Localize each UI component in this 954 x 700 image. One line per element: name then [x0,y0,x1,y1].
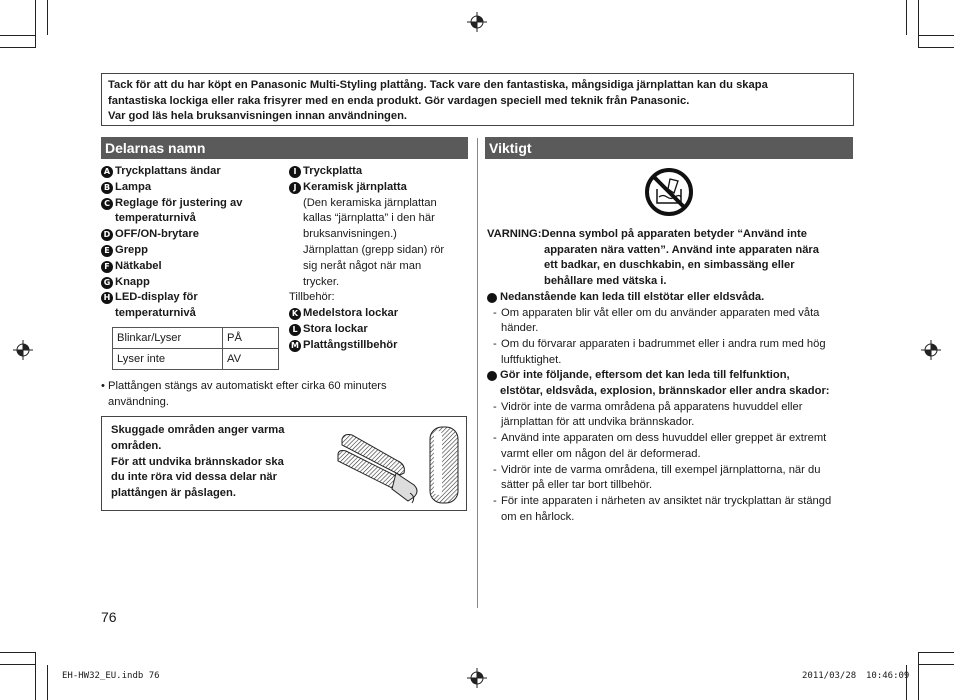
crop-mark [918,0,919,48]
part-label: Tryckplatta [303,165,363,177]
crop-mark [918,652,954,653]
parts-list-b [289,164,469,354]
styler-hot-areas-illustration [334,421,464,506]
warning-line: plattången är påslagen. [111,487,236,500]
part-label: LED-display för [115,291,198,304]
crop-mark [918,652,919,700]
warning-line: du inte röra vid dessa delar när [111,471,278,484]
part-badge: B [101,182,113,194]
no-water-warning-icon [644,167,694,217]
section-header-important: Viktigt [485,137,853,159]
list-item-text: Vidrör inte de varma områdena på apparatens huvuddel eller [501,400,803,413]
part-item [101,275,281,291]
table-row [113,328,279,349]
part-description: sig neråt något när man [303,259,422,272]
accessories-label: Tillbehör: [289,291,335,304]
list-item-text: händer. [501,322,539,335]
page-number: 76 [101,609,117,625]
auto-off-note [101,378,461,410]
part-description: Järnplattan (grepp sidan) rör [303,243,445,256]
list-item-text: Vidrör inte de varma områdena, till exempel järnplattorna, när du [501,463,821,476]
crop-mark [906,0,907,35]
list-item-text: Om apparaten blir våt eller om du använder apparaten med våta [501,306,820,319]
part-label: Tryckplattans ändar [115,165,221,177]
list-item-text: varmt eller om någon del är deformerad. [501,447,701,460]
crop-mark [47,665,48,700]
bullet-dot-icon [487,293,497,303]
table-cell: AV [223,349,279,370]
part-label-cont: temperaturnivå [115,307,196,320]
part-item [101,196,281,212]
list-item-text: Använd inte apparaten om dess huvuddel eller greppet är extremt [501,432,827,445]
accessory-label: Plattångstillbehör [303,338,398,351]
list-item: - Vidrör inte de varma områdena på apparatens huvuddel eller järnplattan för att undvika brännskador. [493,400,803,429]
table-row [113,349,279,370]
part-label: Lampa [115,180,152,193]
part-badge: H [101,292,113,304]
warning-line: områden. [111,439,162,452]
accessory-item [289,306,469,322]
list-item-text: sätter på eller tar bort tillbehör. [501,479,653,492]
part-item [101,259,281,275]
part-item [101,180,281,196]
list-item-text: För inte apparaten i närheten av ansiktet när tryckplattan är stängd [501,494,832,507]
part-badge: K [289,308,301,320]
part-badge: I [289,166,301,178]
registration-mark-icon [467,12,487,32]
column-divider [477,138,478,608]
list-item-text: järnplattan för att undvika brännskador. [501,416,695,429]
crop-mark [918,35,954,36]
part-badge: E [101,245,113,257]
varning-line: Denna symbol på apparaten betyder “Använd inte [541,228,807,240]
accessory-label: Medelstora lockar [303,307,399,320]
part-description: trycker. [303,275,340,288]
parts-list-a [101,164,281,322]
accessory-label: Stora lockar [303,322,368,335]
led-status-table [112,327,279,370]
hot-areas-warning-text [111,423,331,502]
list-item: - För inte apparaten i närheten av ansiktet när tryckplattan är stängd om en hårlock. [493,494,832,523]
part-item [101,243,281,259]
varning-first-line [487,227,857,243]
part-description: bruksanvisningen.) [303,228,397,241]
bullet-text-cont: elstötar, eldsvåda, explosion, brännskador eller andra skador: [500,385,830,398]
part-description: kallas “järnplatta” i den här [303,212,435,225]
bullet-heading [487,368,857,384]
varning-line: apparaten nära vatten”. Använd inte apparaten nära [544,243,820,256]
footer-date: 2011/03/28 [802,671,857,681]
part-label: Keramisk järnplatta [303,180,407,193]
footer-file: EH-HW32_EU.indb 76 [62,671,160,681]
part-label: Grepp [115,243,148,256]
crop-mark [35,652,36,700]
part-item [101,227,281,243]
table-cell: Lyser inte [113,349,223,370]
accessory-item [289,322,469,338]
registration-mark-icon [921,340,941,360]
crop-mark [918,47,954,48]
list-item-text: om en hårlock. [501,510,575,523]
footer-time: 10:46:09 [866,671,910,681]
part-item [101,164,281,180]
list-item: - Om du förvarar apparaten i badrummet eller i andra rum med hög luftfuktighet. [493,337,826,366]
part-item [289,164,469,180]
intro-box [101,73,854,126]
part-item [289,180,469,196]
crop-mark [0,664,35,665]
crop-mark [35,0,36,48]
part-badge: A [101,166,113,178]
hot-areas-warning-box [101,416,467,511]
crop-mark [918,664,954,665]
note-line: användning. [108,396,169,408]
warning-line: För att undvika brännskador ska [111,455,284,468]
part-badge: C [101,198,113,210]
registration-mark-icon [13,340,33,360]
varning-line: behållare med vätska i. [544,275,667,288]
warning-line: Skuggade områden anger varma [111,424,285,436]
list-item: - Om apparaten blir våt eller om du använder apparaten med våta händer. [493,306,820,335]
bullet-dot-icon [487,371,497,381]
bullet-heading [487,290,857,306]
intro-line: fantastiska lockiga eller raka frisyrer med en enda produkt. Gör vardagen speciell med teknik från Panasonic. [108,94,690,107]
part-label: Nätkabel [115,259,162,272]
list-item: - Vidrör inte de varma områdena, till exempel järnplattorna, när du sätter på eller tar bort tillbehör. [493,463,821,492]
crop-mark [0,652,35,653]
part-label: Knapp [115,275,150,288]
note-line: • Plattången stängs av automatiskt efter cirka 60 minuters [101,380,387,392]
varning-block [487,227,857,525]
part-badge: F [101,261,113,273]
part-badge: D [101,229,113,241]
part-label-cont: temperaturnivå [115,212,196,225]
list-item-text: luftfuktighet. [501,353,562,366]
table-cell: PÅ [223,328,279,349]
part-description: (Den keramiska järnplattan [303,196,437,209]
part-badge: M [289,340,301,352]
part-item [101,290,281,306]
varning-label: VARNING: [487,228,542,240]
accessory-item [289,338,469,354]
part-badge: G [101,277,113,289]
list-item-text: Om du förvarar apparaten i badrummet eller i andra rum med hög [501,337,826,350]
crop-mark [47,0,48,35]
part-badge: J [289,182,301,194]
crop-mark [0,47,35,48]
intro-line: Tack för att du har köpt en Panasonic Multi-Styling plattång. Tack vare den fantastiska, mångsidiga järnplattan kan du skapa [108,79,768,91]
bullet-text: Nedanstående kan leda till elstötar eller eldsvåda. [500,290,765,303]
varning-line: ett badkar, en duschkabin, en simbassäng eller [544,259,795,272]
part-badge: L [289,324,301,336]
part-label: OFF/ON-brytare [115,228,199,241]
intro-line: Var god läs hela bruksanvisningen innan användningen. [108,110,408,122]
part-label: Reglage för justering av [115,196,243,209]
registration-mark-icon [467,668,487,688]
section-header-parts: Delarnas namn [101,137,468,159]
table-cell: Blinkar/Lyser [113,328,223,349]
bullet-text: Gör inte följande, eftersom det kan leda till felfunktion, [500,369,790,382]
list-item: - Använd inte apparaten om dess huvuddel eller greppet är extremt varmt eller om någon del är deformerad. [493,432,827,460]
crop-mark [0,35,35,36]
